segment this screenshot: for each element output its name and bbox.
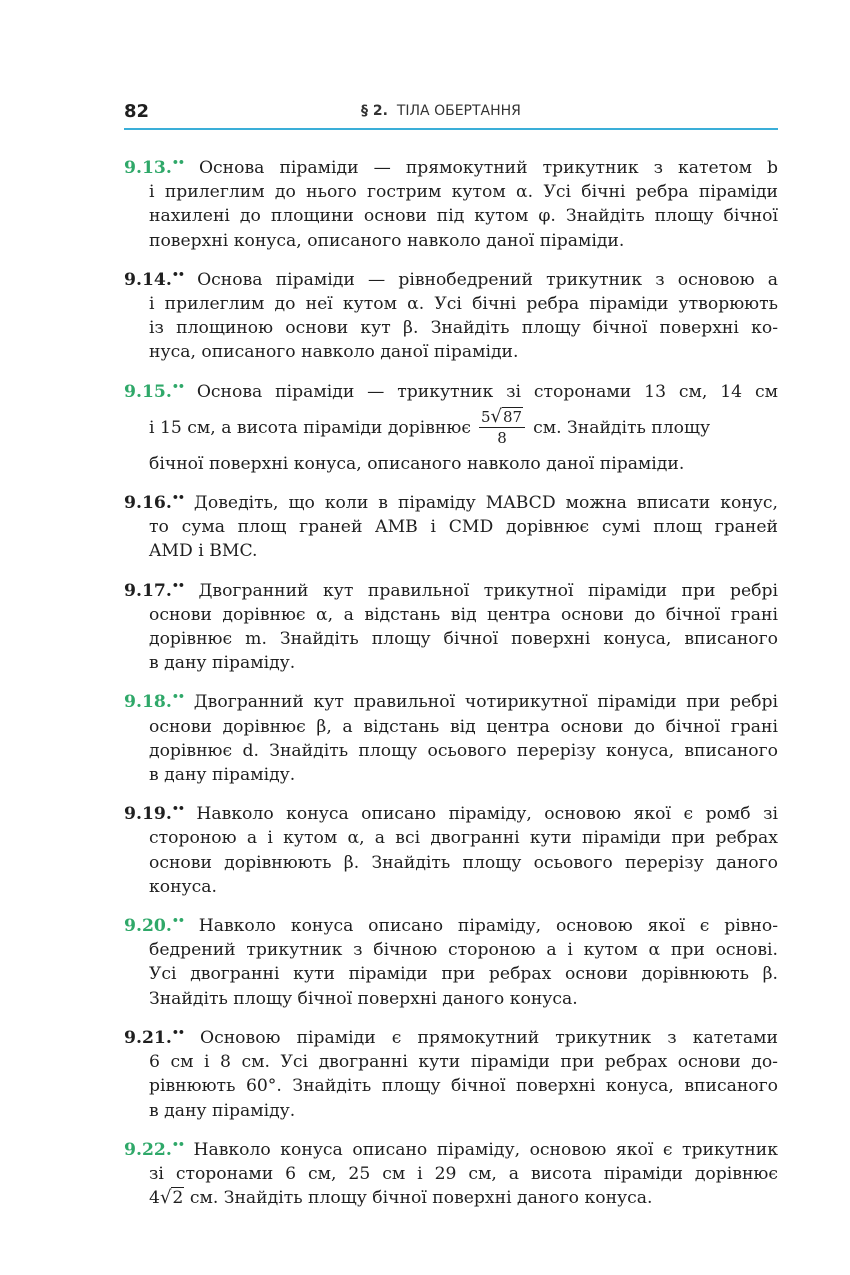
problem-line: зі сторонами 6 см, 25 см і 29 см, а висота піраміди дорівнює	[149, 1163, 778, 1184]
problem-line: конуса.	[149, 876, 217, 897]
problem-line: AMD і BMC.	[149, 541, 258, 562]
problem-line: 9.13.•• Основа піраміди — прямокутний трикутник з катетом b	[124, 156, 778, 178]
height-fraction: $\frac{5√87}{8}$	[479, 407, 525, 448]
problem-line: нуса, описаного навколо даної піраміди.	[149, 342, 519, 363]
problem-line: 9.14.•• Основа піраміди — рівнобедрений трикутник з основою a	[124, 267, 778, 290]
problem-line: 6 см і 8 см. Усі двогранні кути піраміди при ребрах основи до-	[149, 1052, 778, 1073]
problem-9-15	[124, 375, 778, 476]
problem-line: в дану піраміду.	[149, 1100, 296, 1121]
problem-number: 9.13.••	[124, 156, 184, 178]
page-header	[124, 98, 778, 130]
problem-number: 9.15.••	[124, 379, 184, 402]
problem-9-13	[124, 151, 778, 253]
page-number: 82	[124, 101, 150, 122]
problem-line: 9.22.•• Навколо конуса описано піраміду, основою якої є трикутник	[124, 1137, 778, 1160]
problem-number: 9.21.••	[124, 1025, 184, 1048]
problem-line: 9.15.•• Основа піраміди — трикутник зі сторонами 13 см, 14 см	[124, 379, 778, 402]
problem-9-21	[124, 1021, 778, 1123]
header-rule	[124, 128, 778, 130]
problem-line: стороною a і кутом α, а всі двогранні кути піраміди при ребрах	[149, 828, 778, 849]
problem-number: 9.17.••	[124, 578, 184, 601]
problem-9-18	[124, 685, 778, 787]
problem-line: то сума площ граней AMB і CMD дорівнює сумі площ граней	[149, 517, 778, 538]
problem-line: дорівнює d. Знайдіть площу осьового перерізу конуса, вписаного	[149, 740, 778, 761]
problem-line: Усі двогранні кути піраміди при ребрах основи дорівнюють β.	[149, 964, 778, 985]
problem-9-17	[124, 574, 778, 676]
problem-number: 9.14.••	[124, 267, 184, 290]
problem-number: 9.20.••	[124, 914, 184, 937]
problem-line: нахилені до площини основи під кутом φ. Знайдіть площу бічної	[149, 206, 778, 227]
problem-line: в дану піраміду.	[149, 765, 296, 786]
problem-number: 9.16.••	[124, 491, 184, 514]
problem-line: 9.20.•• Навколо конуса описано піраміду, основою якої є рівно-	[124, 914, 779, 937]
problem-number: 9.19.••	[124, 802, 184, 825]
problem-line: із площиною основи кут β. Знайдіть площу бічної поверхні ко-	[149, 318, 778, 339]
problem-line: основи дорівнює α, а відстань від центра основи до бічної грані	[149, 604, 778, 625]
section-title: ТІЛА ОБЕРТАННЯ	[396, 103, 521, 119]
problem-9-20	[124, 909, 778, 1011]
problem-line-with-root: 4√2 см. Знайдіть площу бічної поверхні даного конуса.	[149, 1187, 653, 1209]
problem-line: бічної поверхні конуса, описаного навколо даної піраміди.	[149, 453, 685, 474]
problem-line: 9.18.•• Двогранний кут правильної чотирикутної піраміди при ребрі	[124, 690, 779, 713]
problem-line: Знайдіть площу бічної поверхні даного конуса.	[149, 988, 578, 1009]
section-mark: § 2.	[361, 103, 388, 119]
height-root: 4√2	[149, 1187, 184, 1209]
problem-line: в дану піраміду.	[149, 653, 296, 674]
problem-line: 9.17.•• Двогранний кут правильної трикутної піраміди при ребрі	[124, 578, 778, 601]
problem-line: і прилеглим до нього гострим кутом α. Усі бічні ребра піраміди	[149, 182, 778, 203]
problem-line: 9.16.•• Доведіть, що коли в піраміду MABCD можна вписати конус,	[124, 491, 778, 514]
problem-line: 9.21.•• Основою піраміди є прямокутний трикутник з катетами	[124, 1025, 779, 1048]
problem-9-19	[124, 797, 778, 899]
section-heading	[361, 103, 521, 119]
problem-line: і прилеглим до неї кутом α. Усі бічні ребра піраміди утворюють	[149, 294, 778, 315]
problem-number: 9.22.••	[124, 1137, 184, 1160]
problem-9-16	[124, 486, 778, 564]
problem-line: дорівнює m. Знайдіть площу бічної поверхні конуса, вписаного	[149, 629, 778, 650]
problem-line: основи дорівнює β, а відстань від центра основи до бічної грані	[149, 716, 778, 737]
problem-line: бедрений трикутник з бічною стороною a і кутом α при основі.	[149, 940, 778, 961]
problem-line: основи дорівнюють β. Знайдіть площу осьового перерізу даного	[149, 852, 778, 873]
problem-9-14	[124, 263, 778, 365]
problem-line: рівнюють 60°. Знайдіть площу бічної поверхні конуса, вписаного	[149, 1076, 778, 1097]
problem-line: поверхні конуса, описаного навколо даної піраміди.	[149, 230, 625, 251]
problem-line-with-fraction: і 15 см, а висота піраміди дорівнює $\frac{5√87}{8}$ см. Знайдіть площу	[149, 406, 711, 448]
problem-number: 9.18.••	[124, 690, 184, 713]
problem-9-22	[124, 1133, 778, 1211]
problem-list	[124, 151, 778, 1220]
problem-line: 9.19.•• Навколо конуса описано піраміду, основою якої є ромб зі	[124, 802, 778, 825]
